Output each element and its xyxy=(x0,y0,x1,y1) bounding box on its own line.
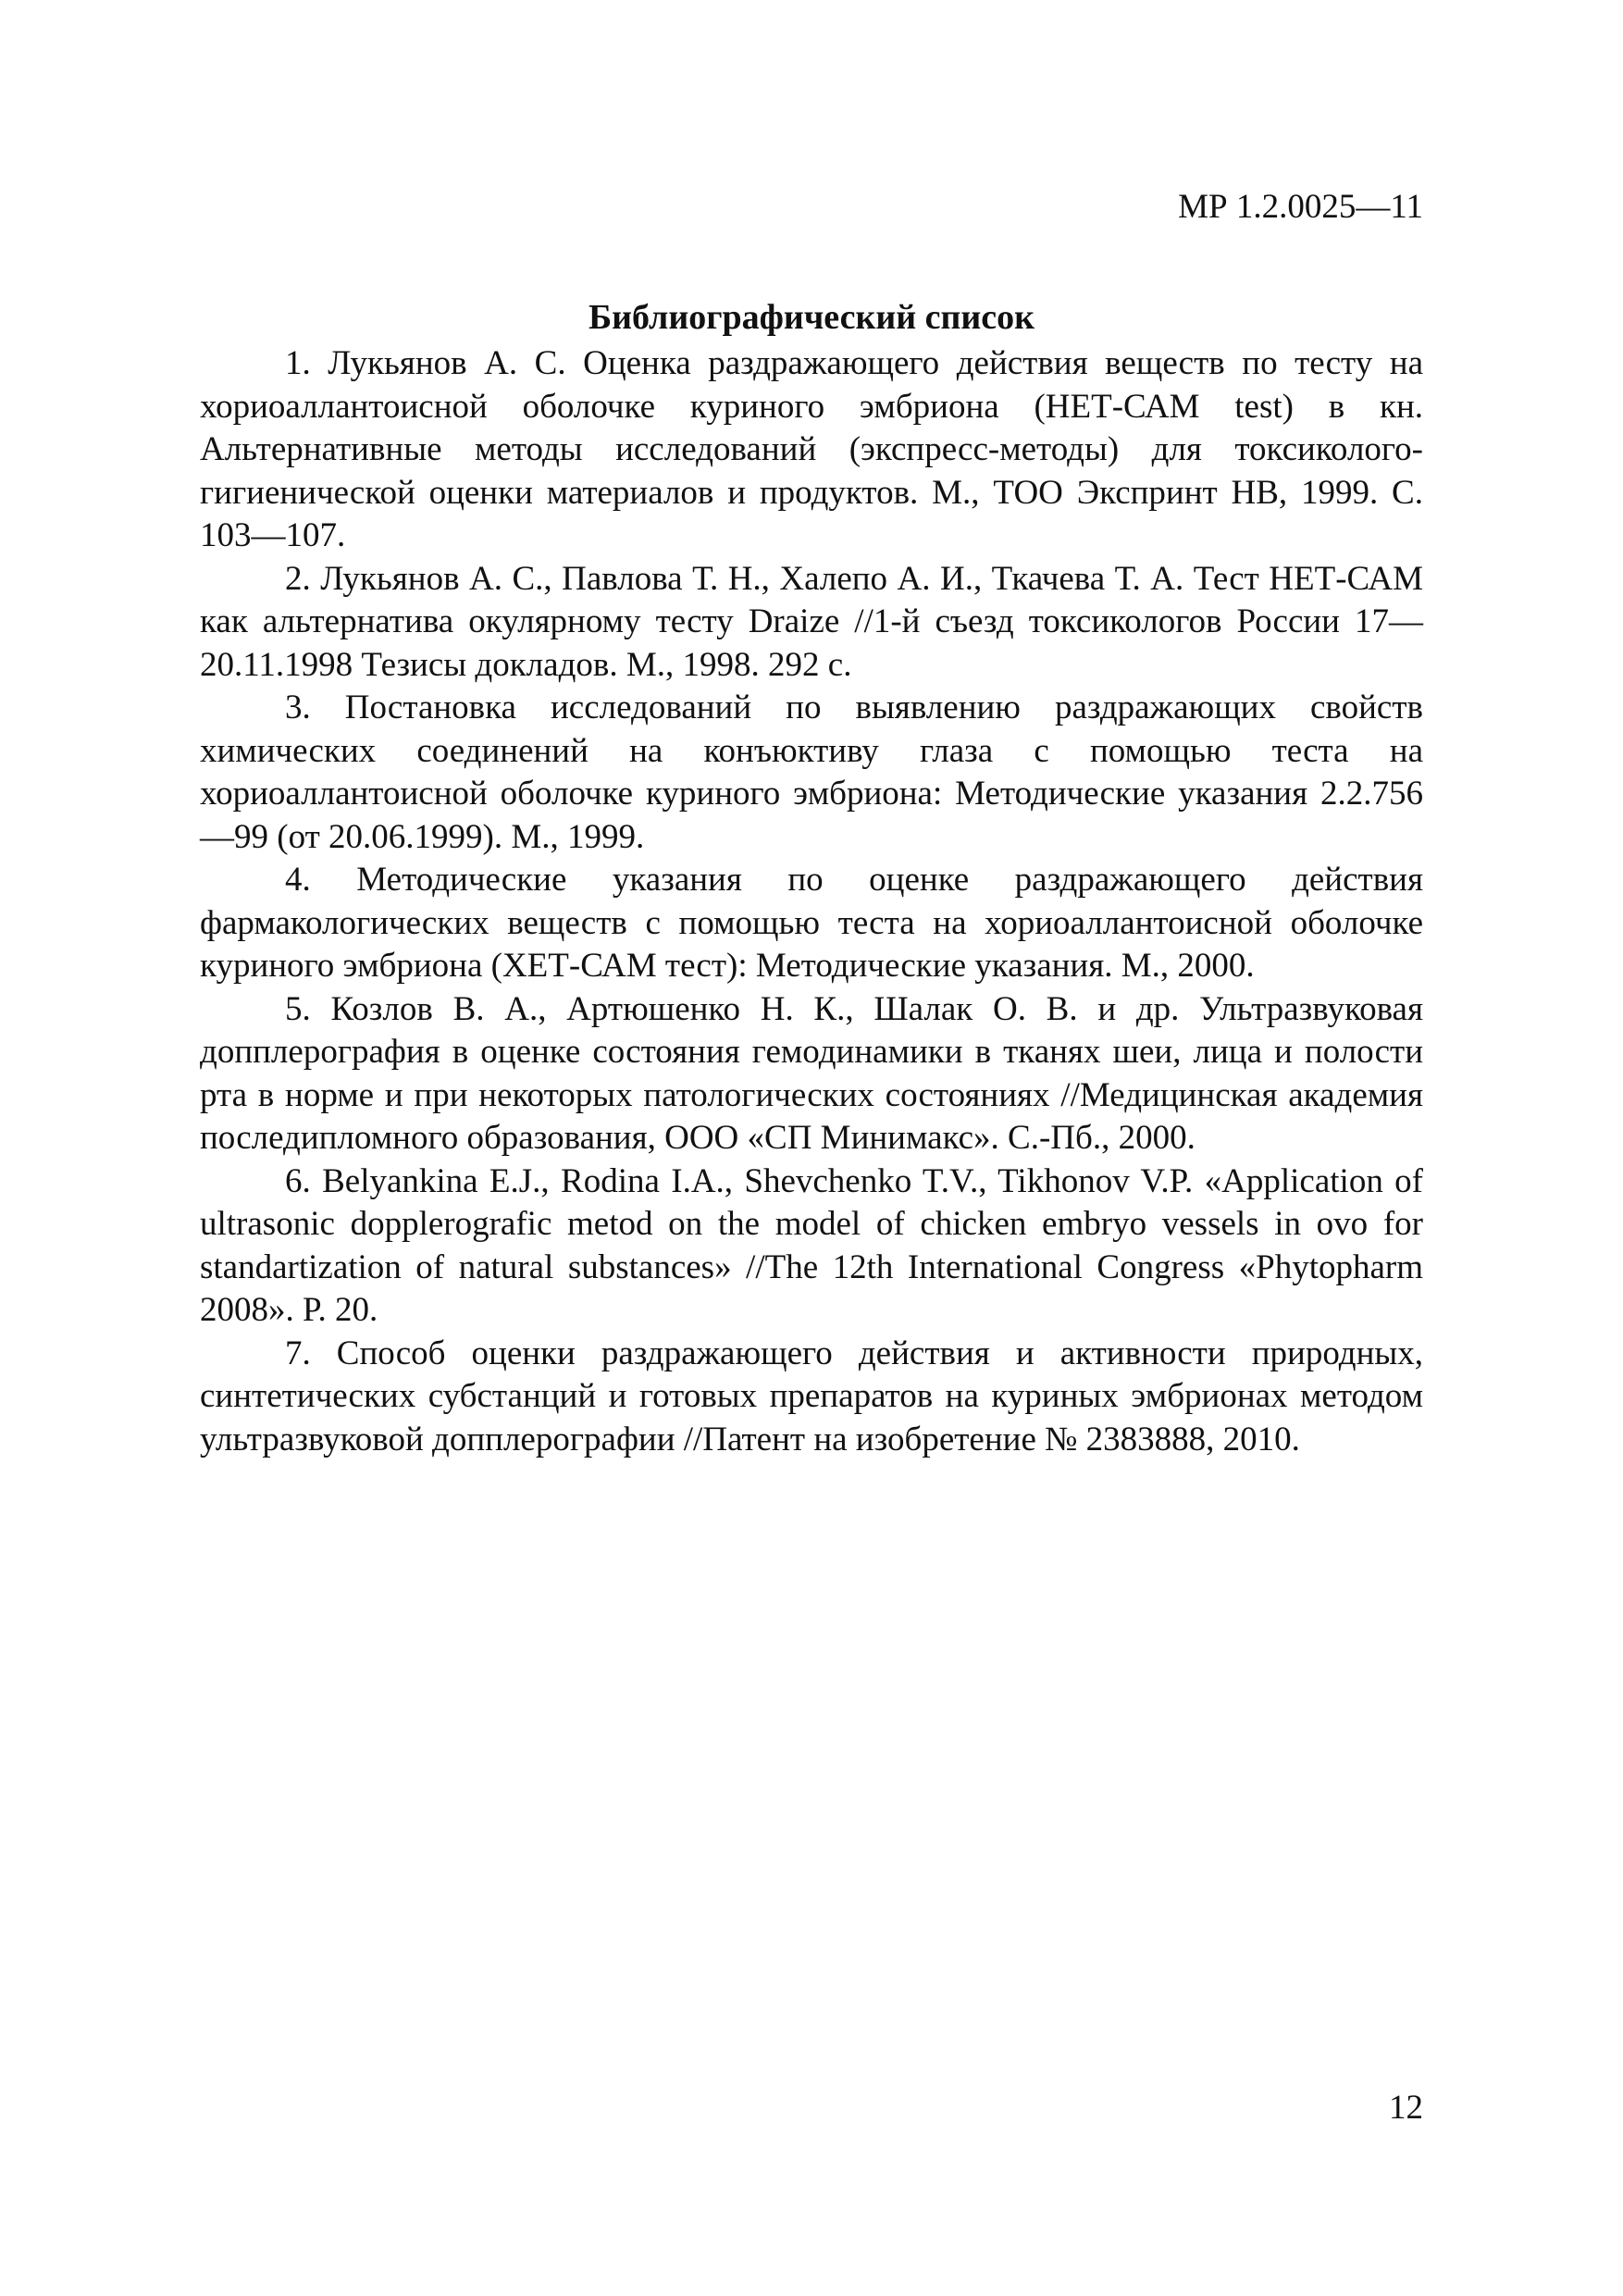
page-number: 12 xyxy=(1389,2089,1423,2127)
bibliography-entry: 2. Лукьянов А. С., Павлова Т. Н., Халепо А. И., Ткачева Т. А. Тест НЕТ-САМ как альтернатива окулярному тесту Draize //1-й съезд токсикологов России 17—20.11.1998 Тезисы докладов. М., 1998. 292 с. xyxy=(200,559,1423,684)
bibliography-list xyxy=(200,342,1423,1461)
page-content xyxy=(200,294,1423,1461)
bibliography-entry: 3. Постановка исследований по выявлению раздражающих свойств химических соединений на конъюктиву глаза с помощью теста на хориоаллантоисной оболочке куриного эмбриона: Методические указания 2.2.756—99 (от 20.06.1999). М., 1999. xyxy=(200,689,1423,856)
bibliography-entry: 5. Козлов В. А., Артюшенко Н. К., Шалак О. В. и др. Ультразвуковая допплерография в оценке состояния гемодинамики в тканях шеи, лица и полости рта в норме и при некоторых патологических состояниях //Медицинская академия последипломного образования, ООО «СП Минимакс». С.-Пб., 2000. xyxy=(200,989,1423,1157)
bibliography-entry: 1. Лукьянов А. С. Оценка раздражающего действия веществ по тесту на хориоаллантоисной оболочке куриного эмбриона (НЕТ-САМ test) в кн. Альтернативные методы исследований (экспресс-методы) для токсиколого-гигиенической оценки материалов и продуктов. М., ТОО Экспринт НВ, 1999. С. 103—107. xyxy=(200,344,1423,554)
bibliography-entry: 4. Методические указания по оценке раздражающего действия фармакологических веществ с помощью теста на хориоаллантоисной оболочке куриного эмбриона (ХЕТ-САМ тест): Методические указания. М., 2000. xyxy=(200,861,1423,985)
bibliography-entry: 7. Способ оценки раздражающего действия и активности природных, синтетических субстанций и готовых препаратов на куриных эмбрионах методом ультразвуковой допплерографии //Патент на изобретение № 2383888, 2010. xyxy=(200,1334,1423,1458)
document-code: МР 1.2.0025—11 xyxy=(1178,188,1423,226)
bibliography-entry: 6. Belyankina E.J., Rodina I.A., Shevchenko T.V., Tikhonov V.P. «Application of ultrasonic dopplerografic metod on the model of chicken embryo vessels in ovo for standartization of natural substances» //The 12th International Congress «Phytopharm 2008». P. 20. xyxy=(200,1161,1423,1329)
section-title: Библиографический список xyxy=(588,298,1035,337)
